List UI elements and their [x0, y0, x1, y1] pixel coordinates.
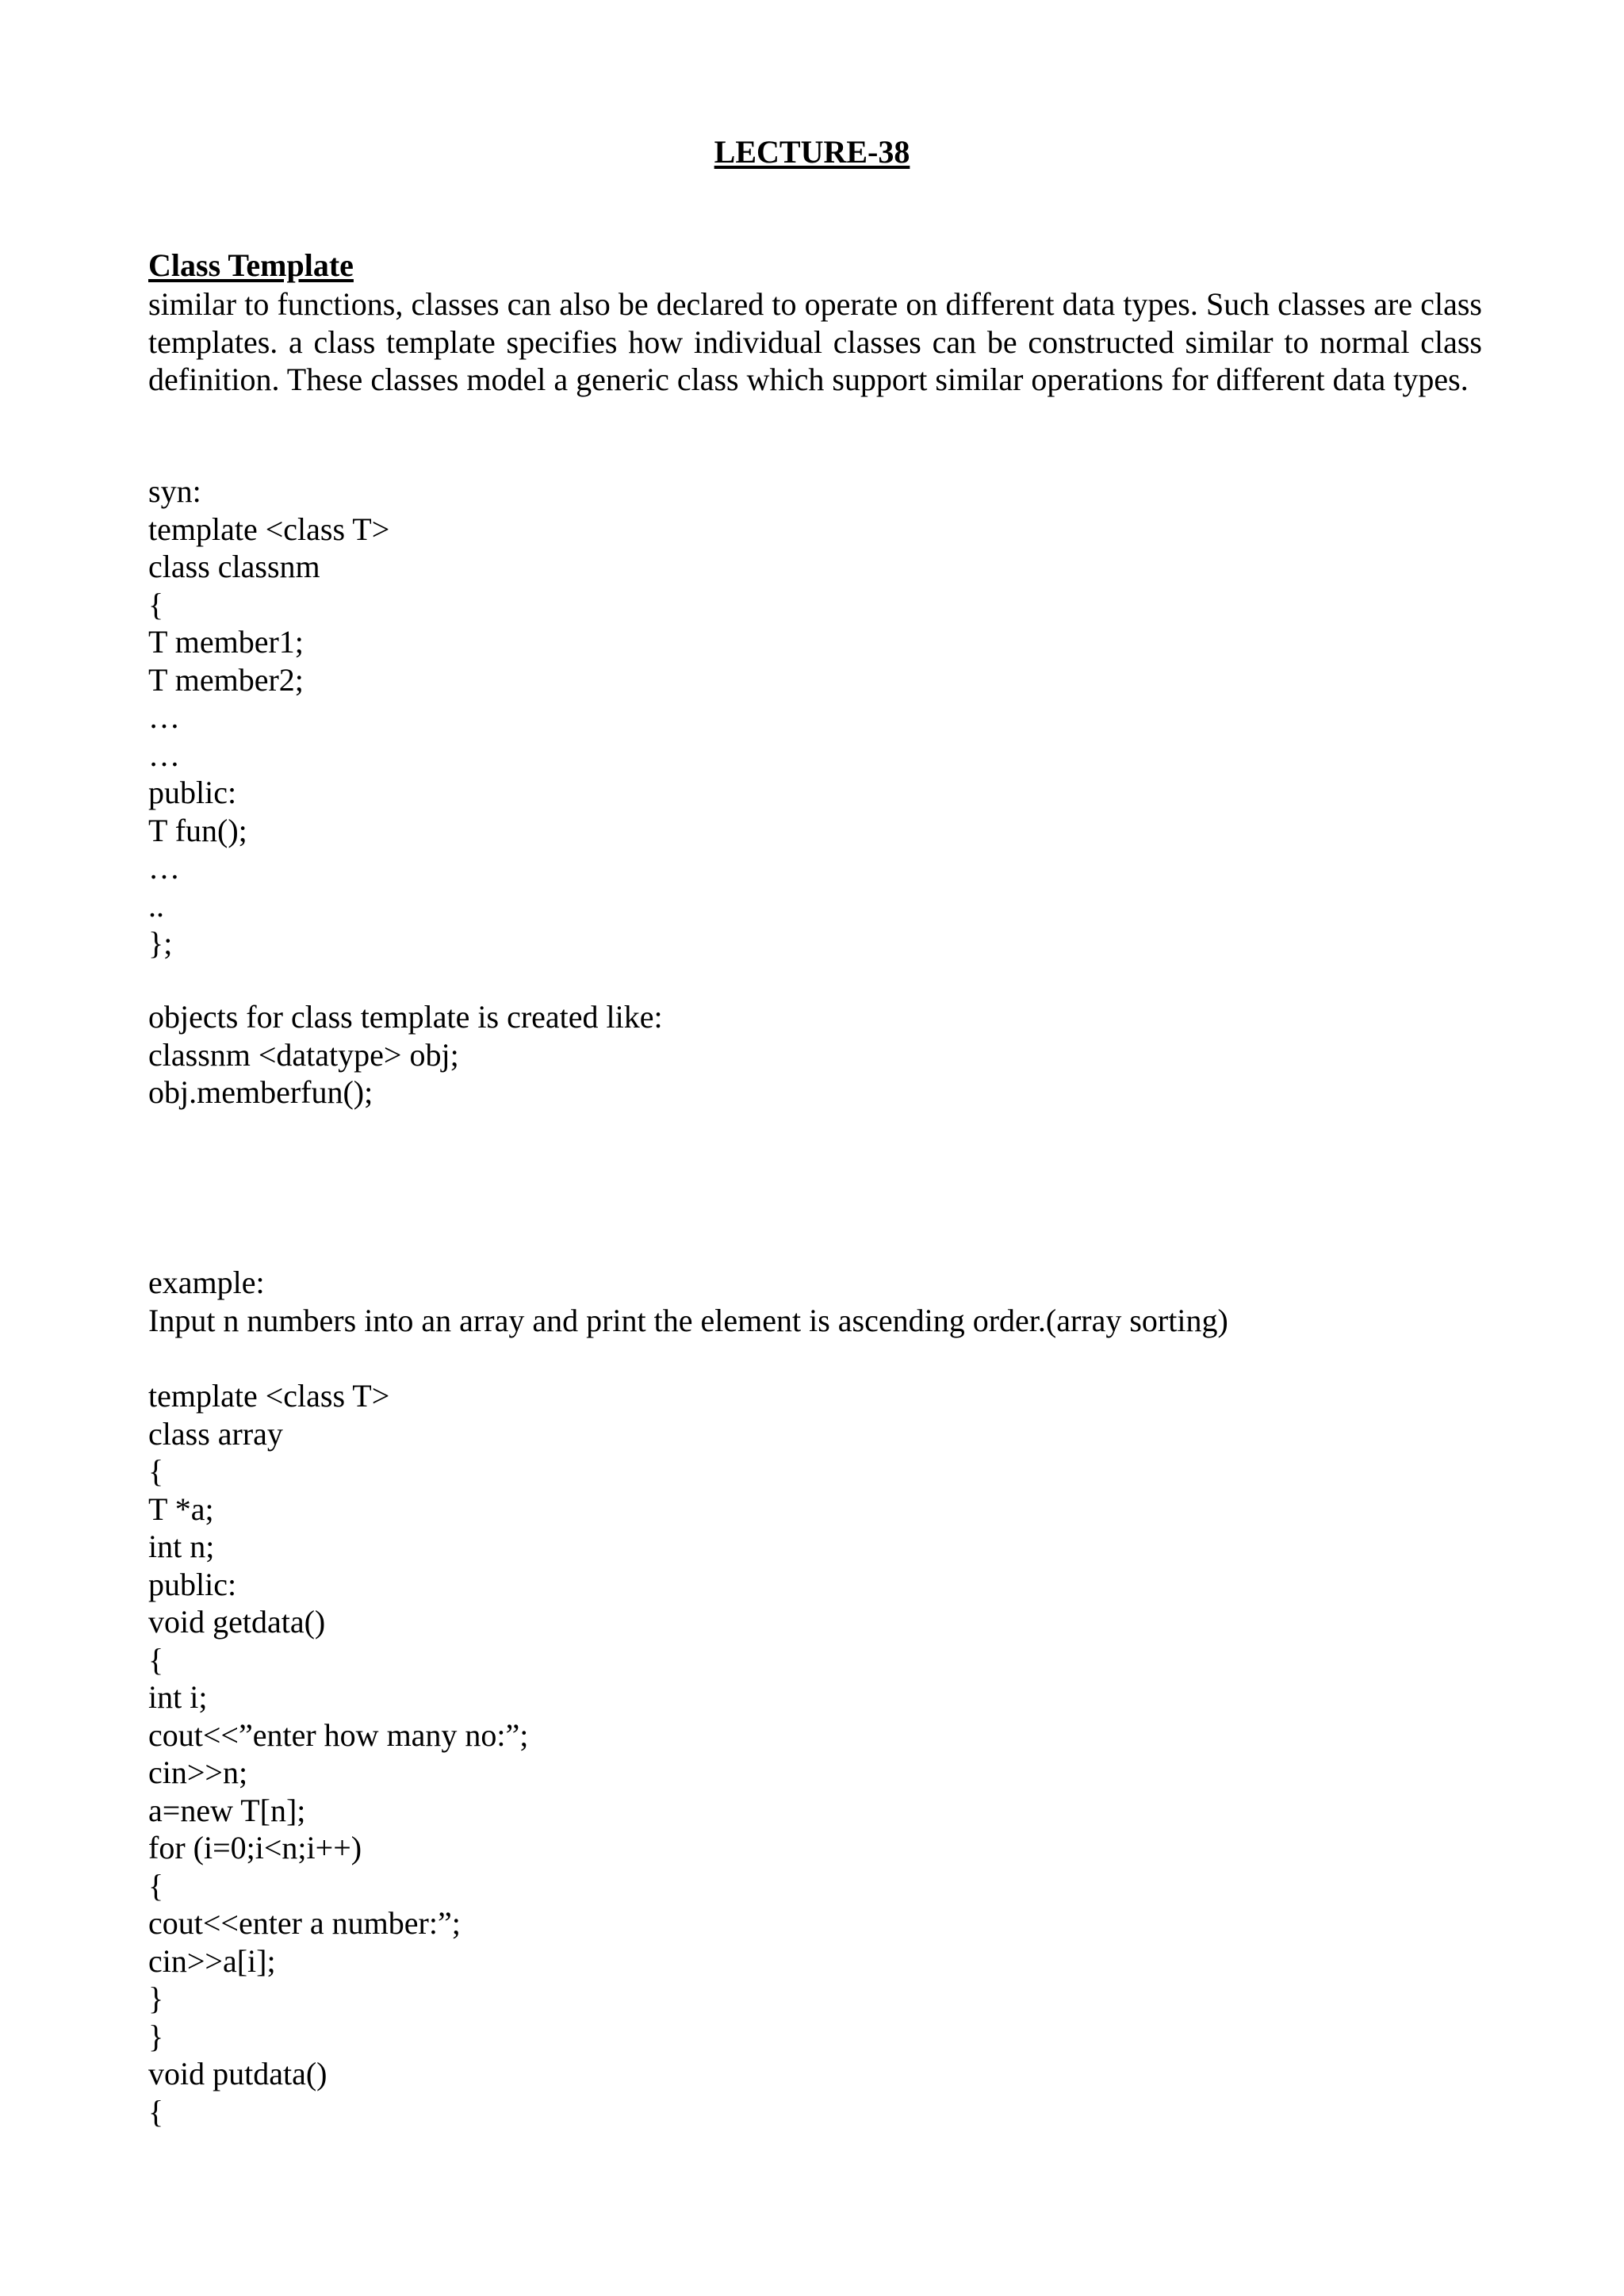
syntax-line: … — [148, 737, 180, 773]
syntax-line: syn: — [148, 473, 201, 509]
section-heading: Class Template — [148, 247, 354, 283]
code-line: T *a; — [148, 1490, 214, 1527]
syntax-line: class classnm — [148, 549, 320, 584]
example-line: example: — [148, 1265, 265, 1300]
code-line: { — [148, 2093, 164, 2130]
code-line: cin>>n; — [148, 1755, 248, 1790]
code-line: cout<<”enter how many no:”; — [148, 1716, 529, 1753]
object-creation-line: objects for class template is created like: — [148, 999, 663, 1035]
lecture-title: LECTURE-38 — [714, 134, 910, 170]
object-creation-line: classnm <datatype> obj; — [148, 1036, 459, 1073]
syntax-line: T member2; — [148, 661, 304, 698]
code-line: a=new T[n]; — [148, 1792, 306, 1828]
syntax-line: T member1; — [148, 624, 304, 660]
code-line: int n; — [148, 1529, 215, 1564]
code-line: } — [148, 1980, 164, 2016]
syntax-line: { — [148, 586, 164, 622]
syntax-line: public: — [148, 775, 237, 810]
syntax-line: T fun(); — [148, 812, 247, 848]
syntax-line: template <class T> — [148, 511, 390, 547]
syntax-line: … — [148, 699, 180, 735]
code-line: cin>>a[i]; — [148, 1942, 276, 1979]
code-line: class array — [148, 1415, 283, 1452]
code-line: void getdata() — [148, 1604, 326, 1640]
code-line: public: — [148, 1566, 237, 1602]
intro-paragraph: similar to functions, classes can also be declared to operate on different data types. Such classes are class templates. a class template specifies how individual classes can be constructed similar to normal class definition. These classes model a generic class which support similar operations for different data types. — [148, 286, 1482, 397]
code-line: template <class T> — [148, 1378, 390, 1414]
object-creation-block — [148, 998, 663, 1112]
code-line: for (i=0;i<n;i++) — [148, 1830, 362, 1866]
code-line: { — [148, 1867, 164, 1904]
object-creation-line: obj.memberfun(); — [148, 1074, 373, 1110]
syntax-block — [148, 473, 389, 962]
syntax-line: }; — [148, 925, 173, 961]
code-listing — [148, 1377, 528, 2130]
code-line: { — [148, 1453, 164, 1489]
code-line: cout<<enter a number:”; — [148, 1905, 461, 1941]
code-line: void putdata() — [148, 2056, 327, 2091]
code-line: { — [148, 1641, 164, 1678]
code-line: } — [148, 2018, 164, 2054]
example-line: Input n numbers into an array and print the element is ascending order.(array sorting) — [148, 1302, 1228, 1338]
syntax-line: .. — [148, 887, 164, 924]
syntax-line: … — [148, 850, 180, 886]
example-block — [148, 1264, 1228, 1339]
code-line: int i; — [148, 1679, 208, 1715]
